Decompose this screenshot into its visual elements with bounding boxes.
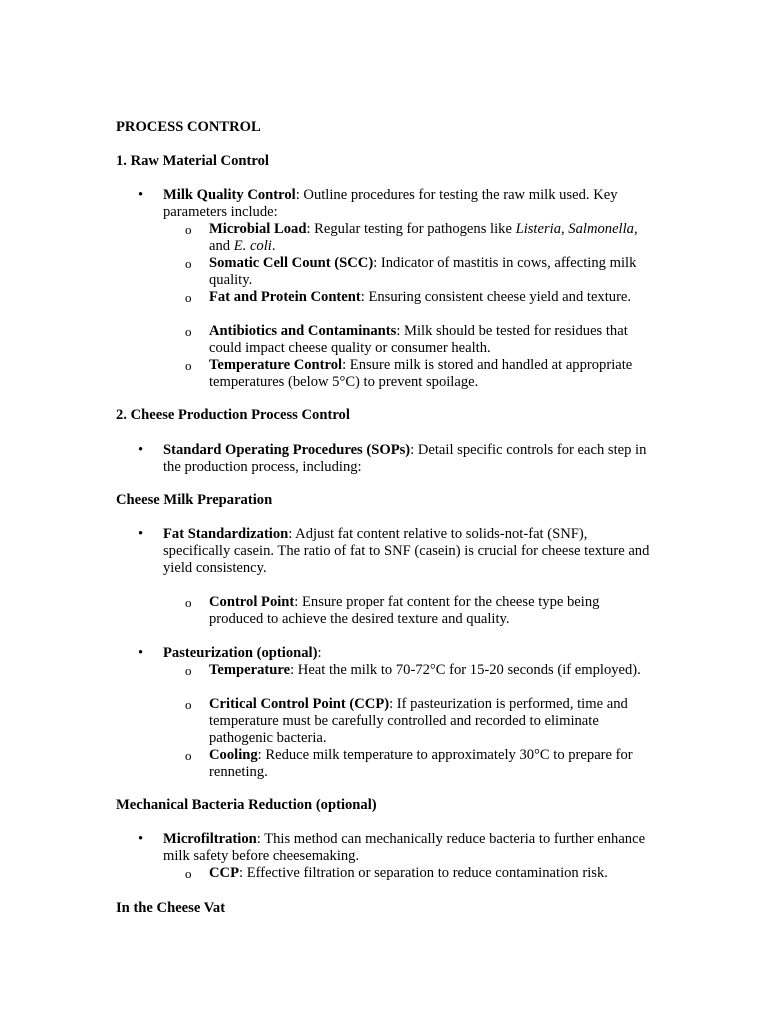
sub-bullet-microbial-load: o Microbial Load: Regular testing for pathogens like Listeria, Salmonella, and E. coli. — [185, 221, 638, 254]
subheading-cheese-milk-preparation: Cheese Milk Preparation — [116, 492, 273, 508]
sub-bullet-control-point: o Control Point: Ensure proper fat content for the cheese type being produced to achieve the desired texture and quality. — [185, 594, 600, 627]
bullet-microfiltration: • Microfiltration: This method can mechanically reduce bacteria to further enhance milk safety before cheesemaking. — [138, 831, 646, 864]
bullet-sops: • Standard Operating Procedures (SOPs): Detail specific controls for each step in the production process, including: — [138, 442, 647, 475]
sub-bullet-fat-protein: o Fat and Protein Content: Ensuring consistent cheese yield and texture. — [185, 289, 632, 305]
sub-bullet-ccp-pasteurization: o Critical Control Point (CCP): If pasteurization is performed, time and temperature must be carefully controlled and recorded to eliminate pathogenic bacteria. — [185, 696, 628, 746]
sub-bullet-scc: o Somatic Cell Count (SCC): Indicator of mastitis in cows, affecting milk quality. — [185, 255, 637, 288]
sub-bullet-temperature-control: o Temperature Control: Ensure milk is stored and handled at appropriate temperatures (below 5°C) to prevent spoilage. — [185, 357, 633, 390]
sub-bullet-mark: o — [185, 222, 192, 237]
subheading-in-the-cheese-vat: In the Cheese Vat — [116, 900, 226, 916]
sub-bullet-ccp-filtration: o CCP: Effective filtration or separation to reduce contamination risk. — [185, 865, 608, 881]
section-heading-process-control: 2. Cheese Production Process Control — [116, 407, 350, 423]
sub-bullet-pasteurization-temperature: o Temperature: Heat the milk to 70-72°C for 15-20 seconds (if employed). — [185, 662, 641, 678]
sub-bullet-antibiotics: o Antibiotics and Contaminants: Milk should be tested for residues that could impact cheese quality or consumer health. — [185, 323, 628, 356]
bullet-mark: • — [138, 187, 144, 203]
term: Milk Quality Control — [163, 187, 296, 203]
page-title: PROCESS CONTROL — [116, 119, 261, 135]
section-heading-raw-material: 1. Raw Material Control — [116, 153, 269, 169]
bullet-milk-quality: • Milk Quality Control: Outline procedures for testing the raw milk used. Key parameters include: — [138, 187, 618, 220]
bullet-fat-standardization: • Fat Standardization: Adjust fat content relative to solids-not-fat (SNF), specifically casein. The ratio of fat to SNF (casein) is crucial for cheese texture and yield consistency. — [138, 526, 650, 576]
subheading-mechanical-bacteria-reduction: Mechanical Bacteria Reduction (optional) — [116, 797, 377, 813]
bullet-pasteurization: • Pasteurization (optional): — [138, 645, 322, 661]
sub-bullet-cooling: o Cooling: Reduce milk temperature to approximately 30°C to prepare for renneting. — [185, 747, 633, 780]
